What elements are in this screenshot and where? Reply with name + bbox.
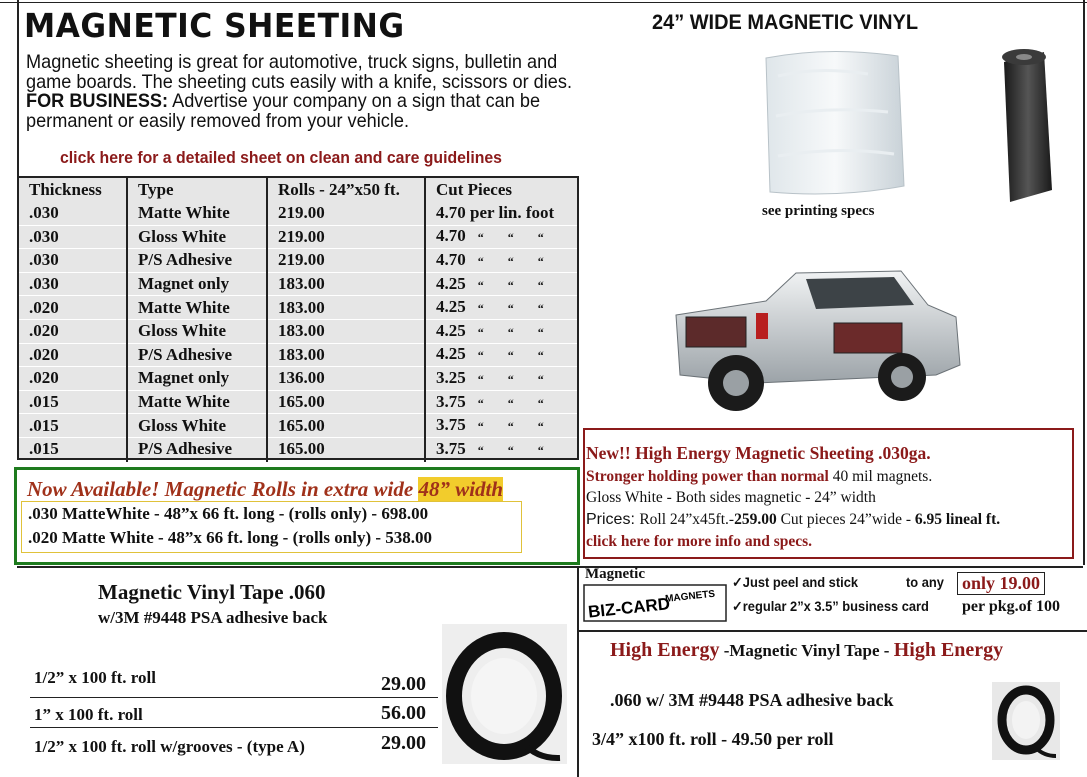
cell-roll-price <box>267 367 425 391</box>
cell-cut-price-value: 4.25 <box>436 273 466 293</box>
cell-thickness <box>19 319 127 343</box>
cell-thickness-value: .030 <box>29 250 59 270</box>
bizcard-divider <box>578 630 1087 632</box>
table-row <box>19 414 577 438</box>
ditto-mark: “ <box>537 230 544 245</box>
ditto-mark: “ <box>477 372 484 386</box>
table-row <box>19 249 577 273</box>
ditto-mark: “ <box>477 301 484 316</box>
high-energy-gloss: Gloss White - Both sides magnetic - 24” width <box>586 489 876 506</box>
cell-roll-price-value: 219.00 <box>278 203 325 223</box>
cell-thickness-value: .030 <box>29 203 59 223</box>
ditto-mark: “ <box>477 442 484 457</box>
black-vinyl-roll-image <box>990 40 1060 208</box>
cell-cut-price <box>425 343 577 367</box>
tape-row-label: 1” x 100 ft. roll <box>34 705 143 724</box>
bizcard-line-1-text: Just peel and stick <box>742 574 859 590</box>
ditto-mark: “ <box>507 230 514 245</box>
ditto-mark: “ <box>537 301 544 316</box>
cell-thickness-value: .015 <box>29 415 59 435</box>
left-rule <box>17 0 19 178</box>
ditto-mark: “ <box>507 419 514 434</box>
printing-specs-link[interactable]: see printing specs <box>762 203 875 219</box>
cell-cut-price <box>425 249 577 273</box>
bottom-vertical-divider <box>577 566 579 777</box>
intro-line-3 <box>26 92 575 112</box>
table-row <box>19 319 577 343</box>
cell-thickness <box>19 202 127 225</box>
top-rule <box>0 2 1087 3</box>
wide-width-highlight: 48” width <box>418 477 504 501</box>
ditto-mark: “ <box>477 324 484 339</box>
bizcard-to-any: to any <box>906 574 944 590</box>
ditto-mark: “ <box>477 395 484 410</box>
cell-roll-price-value: 165.00 <box>278 439 325 459</box>
cell-roll-price <box>267 225 425 249</box>
cell-type-value: P/S Adhesive <box>138 250 232 270</box>
right-rule <box>1083 0 1085 565</box>
mil-text: 40 mil magnets. <box>828 468 933 485</box>
cell-cut-price-value: 3.75 <box>436 415 466 435</box>
cell-thickness <box>19 225 127 249</box>
cell-cut-price <box>425 367 577 391</box>
tape-row-divider <box>30 697 438 698</box>
high-energy-stronger <box>586 468 932 486</box>
cell-cut-price-value: 4.70 <box>436 226 466 246</box>
cell-type <box>127 319 267 343</box>
table-row <box>19 367 577 391</box>
table-row <box>19 390 577 414</box>
cell-roll-price <box>267 390 425 414</box>
cell-thickness <box>19 437 127 461</box>
cell-type-value: Magnet only <box>138 368 230 388</box>
cell-roll-price <box>267 343 425 367</box>
cell-type <box>127 343 267 367</box>
cell-type <box>127 272 267 296</box>
high-energy-title: New!! High Energy Magnetic Sheeting .030ga. <box>586 443 931 463</box>
cell-roll-price <box>267 414 425 438</box>
cell-type-value: Matte White <box>138 203 230 223</box>
table-row <box>19 272 577 296</box>
table-header-row <box>19 178 577 202</box>
cell-thickness-value: .020 <box>29 344 59 364</box>
cell-thickness-value: .030 <box>29 226 59 246</box>
prices-roll-value: 259.00 <box>734 511 777 528</box>
table-row <box>19 225 577 249</box>
tape-row-label: 1/2” x 100 ft. roll w/grooves - (type A) <box>34 737 305 756</box>
ditto-mark: “ <box>477 348 484 363</box>
cell-roll-price <box>267 202 425 225</box>
ditto-mark: “ <box>507 254 514 269</box>
wide-roll-020: .020 Matte White - 48”x 66 ft. long - (rolls only) - 538.00 <box>28 528 433 547</box>
cell-thickness-value: .015 <box>29 439 59 459</box>
tape-row-label: 1/2” x 100 ft. roll <box>34 668 156 687</box>
intro-line-4: permanent or easily removed from your vehicle. <box>26 109 410 132</box>
intro-line-1: Magnetic sheeting is great for automotive, truck signs, bulletin and <box>26 51 558 73</box>
cell-type-value: Gloss White <box>138 415 227 435</box>
ditto-mark: “ <box>477 419 484 434</box>
bizcard-package: per pkg.of 100 <box>962 598 1060 615</box>
intro-text <box>26 53 575 131</box>
ditto-mark: “ <box>507 301 514 316</box>
ditto-mark: “ <box>477 254 484 269</box>
ditto-mark: “ <box>537 442 544 457</box>
cell-roll-price-value: 136.00 <box>278 368 325 388</box>
ditto-mark: “ <box>537 419 544 434</box>
ditto-mark: “ <box>507 348 514 363</box>
cell-type-value: Matte White <box>138 297 230 317</box>
stronger-text: Stronger holding power than normal <box>586 468 829 485</box>
cell-type <box>127 367 267 391</box>
cell-cut-price <box>425 225 577 249</box>
cell-cut-price-value: 3.75 <box>436 391 466 411</box>
care-guidelines-link[interactable]: click here for a detailed sheet on clean and care guidelines <box>60 148 502 167</box>
cell-type-value: Magnet only <box>138 274 230 294</box>
tape-row-price: 56.00 <box>381 702 426 724</box>
cell-roll-price-value: 165.00 <box>278 392 325 412</box>
he-tape-roll-price: 3/4” x100 ft. roll - 49.50 per roll <box>592 729 834 749</box>
high-energy-prices <box>586 511 1000 529</box>
cell-type-value: P/S Adhesive <box>138 344 232 364</box>
cell-type-value: Gloss White <box>138 226 227 246</box>
cell-roll-price-value: 165.00 <box>278 415 325 435</box>
prices-label: Prices: <box>586 511 640 528</box>
cell-roll-price-value: 219.00 <box>278 250 325 270</box>
cell-cut-price-value: 4.25 <box>436 320 466 340</box>
cell-roll-price <box>267 249 425 273</box>
cell-cut-price <box>425 296 577 320</box>
cell-thickness <box>19 343 127 367</box>
ditto-mark: “ <box>507 442 514 457</box>
cell-roll-price <box>267 296 425 320</box>
intro-line-2: game boards. The sheeting cuts easily with a knife, scissors or dies. <box>26 70 572 93</box>
cell-roll-price <box>267 272 425 296</box>
cell-roll-price-value: 183.00 <box>278 297 325 317</box>
table-row <box>19 202 577 225</box>
prices-roll-label: Roll 24”x45ft.- <box>639 511 735 528</box>
ditto-mark: “ <box>477 230 484 245</box>
ditto-mark: “ <box>507 324 514 339</box>
business-label: FOR BUSINESS: <box>26 90 169 112</box>
bizcard-logo-biz: BIZ-CARD <box>587 594 671 622</box>
ditto-mark: “ <box>537 254 544 269</box>
he-tape-roll-image <box>992 682 1060 760</box>
section-divider <box>17 566 1083 568</box>
cell-cut-price-value: 4.70 <box>436 249 466 269</box>
cell-thickness-value: .020 <box>29 321 59 341</box>
cell-thickness <box>19 390 127 414</box>
cell-cut-price-value: 4.25 <box>436 297 466 317</box>
table-row <box>19 343 577 367</box>
ditto-mark: “ <box>537 395 544 410</box>
cell-type <box>127 390 267 414</box>
he-tape-high-energy-right: High Energy <box>893 639 1004 661</box>
bizcard-logo <box>583 584 727 622</box>
tape-roll-image <box>442 624 567 764</box>
bizcard-line-1 <box>732 574 858 591</box>
prices-cut-label: Cut pieces 24”wide - <box>776 511 915 528</box>
header-type: Type <box>127 178 267 202</box>
he-tape-middle: -Magnetic Vinyl Tape - <box>719 641 894 660</box>
cell-roll-price <box>267 437 425 461</box>
cell-type <box>127 249 267 273</box>
cell-cut-price <box>425 437 577 461</box>
he-tape-high-energy-left: High Energy <box>610 639 720 661</box>
cell-thickness <box>19 249 127 273</box>
he-tape-heading <box>610 639 1003 662</box>
cell-thickness <box>19 367 127 391</box>
cell-type-value: P/S Adhesive <box>138 439 232 459</box>
ditto-mark: “ <box>537 324 544 339</box>
bizcard-logo-magnets: MAGNETS <box>664 588 716 605</box>
prices-cut-value: 6.95 lineal ft. <box>914 511 1001 528</box>
cell-type <box>127 202 267 225</box>
pricing-table <box>17 176 579 460</box>
vinyl-title: 24” WIDE MAGNETIC VINYL <box>652 11 919 34</box>
table-row <box>19 296 577 320</box>
header-thickness: Thickness <box>19 178 127 202</box>
cell-type-value: Matte White <box>138 392 230 412</box>
cell-thickness <box>19 296 127 320</box>
cell-cut-price <box>425 202 577 225</box>
tape-row-price: 29.00 <box>381 732 426 754</box>
ditto-mark: “ <box>477 277 484 292</box>
bizcard-line-2 <box>732 598 929 615</box>
he-tape-adhesive: .060 w/ 3M #9448 PSA adhesive back <box>610 690 894 710</box>
cell-cut-price <box>425 390 577 414</box>
cell-type <box>127 437 267 461</box>
header-cut-pieces: Cut Pieces <box>436 180 513 199</box>
high-energy-info-link[interactable]: click here for more info and specs. <box>586 533 813 550</box>
intro-line-3-text: Advertise your company on a sign that can be <box>168 90 541 112</box>
cell-thickness-value: .020 <box>29 368 59 388</box>
ditto-mark: “ <box>507 395 514 410</box>
cell-type <box>127 414 267 438</box>
tape-title: Magnetic Vinyl Tape .060 <box>98 580 326 604</box>
cell-type <box>127 296 267 320</box>
tape-subtitle: w/3M #9448 PSA adhesive back <box>98 608 328 627</box>
ditto-mark: “ <box>537 277 544 292</box>
ditto-mark: “ <box>537 348 544 363</box>
cell-type <box>127 225 267 249</box>
cell-roll-price <box>267 319 425 343</box>
page-title: MAGNETIC SHEETING <box>24 6 405 45</box>
ditto-mark: “ <box>507 372 514 386</box>
cell-roll-price-value: 219.00 <box>278 226 325 246</box>
truck-with-magnetic-signs-image <box>666 265 966 420</box>
wide-heading-text: Now Available! Magnetic Rolls in extra wide <box>27 477 419 501</box>
cell-roll-price-value: 183.00 <box>278 321 325 341</box>
cell-roll-price-value: 183.00 <box>278 344 325 364</box>
cell-cut-price <box>425 272 577 296</box>
cell-cut-price <box>425 414 577 438</box>
check-icon: ✓ <box>732 574 743 590</box>
cell-cut-price <box>425 319 577 343</box>
table-row <box>19 437 577 461</box>
ditto-mark: “ <box>537 372 544 386</box>
cell-thickness <box>19 414 127 438</box>
check-icon: ✓ <box>732 598 743 614</box>
tape-row-divider <box>30 727 438 728</box>
cell-cut-price-value: 3.25 <box>436 367 466 387</box>
cell-type-value: Gloss White <box>138 321 227 341</box>
cell-thickness-value: .020 <box>29 297 59 317</box>
cell-thickness-value: .015 <box>29 392 59 412</box>
cell-roll-price-value: 183.00 <box>278 274 325 294</box>
header-rolls: Rolls - 24”x50 ft. <box>267 178 425 202</box>
cell-thickness <box>19 272 127 296</box>
wide-roll-030: .030 MatteWhite - 48”x 66 ft. long - (rolls only) - 698.00 <box>28 504 429 523</box>
cell-thickness-value: .030 <box>29 274 59 294</box>
bizcard-price: only 19.00 <box>957 572 1045 595</box>
bizcard-line-2-text: regular 2”x 3.5” business card <box>742 598 929 614</box>
ditto-mark: “ <box>507 277 514 292</box>
cell-cut-price-value: 4.70 per lin. foot <box>436 203 555 223</box>
cell-cut-price-value: 4.25 <box>436 344 466 364</box>
tape-row-price: 29.00 <box>381 673 426 695</box>
bizcard-magnetic-label: Magnetic <box>585 566 645 582</box>
white-vinyl-roll-image <box>748 46 914 204</box>
wide-rolls-heading <box>27 477 503 502</box>
cell-cut-price-value: 3.75 <box>436 438 466 458</box>
